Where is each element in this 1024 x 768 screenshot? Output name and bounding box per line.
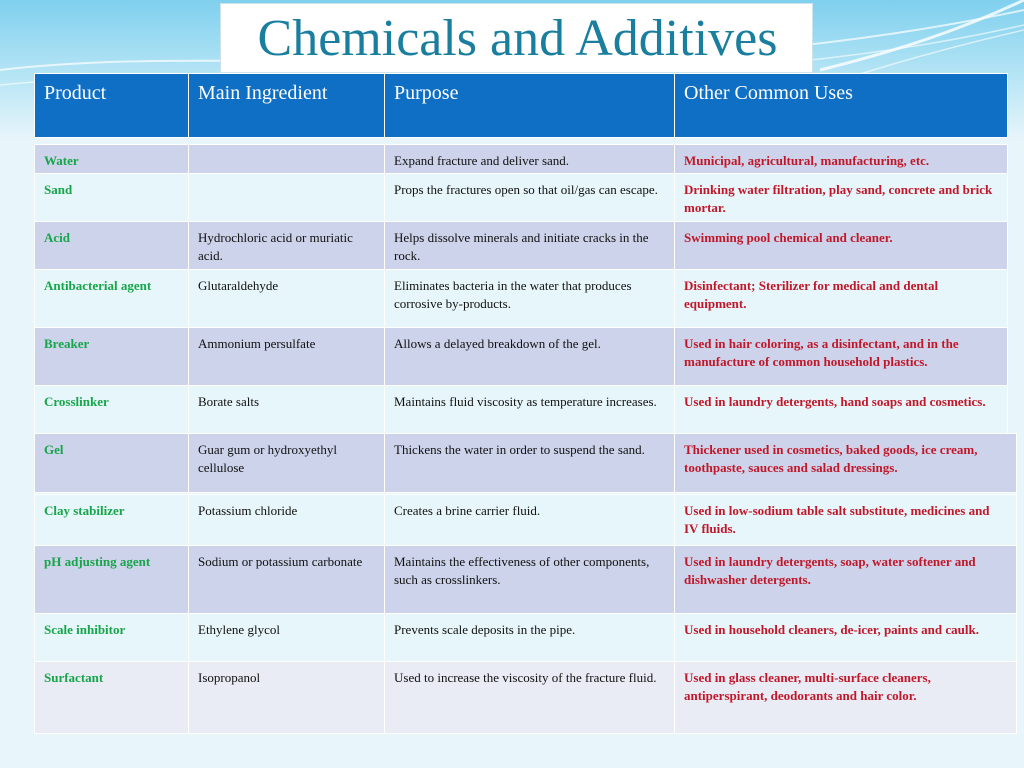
purpose-cell: Maintains the effectiveness of other components, such as crosslinkers. (385, 546, 675, 614)
table-row (35, 546, 1017, 614)
purpose-cell: Creates a brine carrier fluid. (385, 495, 675, 546)
product-cell: Acid (35, 222, 189, 270)
purpose-cell: Expand fracture and deliver sand. (385, 145, 675, 174)
table-row (35, 145, 1008, 174)
additives-table-part-2 (34, 433, 1017, 493)
purpose-cell: Helps dissolve minerals and initiate cracks in the rock. (385, 222, 675, 270)
header-product: Product (35, 74, 189, 138)
product-cell: Breaker (35, 328, 189, 386)
product-cell: Crosslinker (35, 386, 189, 434)
uses-cell: Drinking water filtration, play sand, concrete and brick mortar. (675, 174, 1008, 222)
table-row (35, 328, 1008, 386)
header-purpose: Purpose (385, 74, 675, 138)
table-row (35, 434, 1017, 493)
header-main-ingredient: Main Ingredient (189, 74, 385, 138)
purpose-cell: Prevents scale deposits in the pipe. (385, 614, 675, 662)
ingredient-cell: Ethylene glycol (189, 614, 385, 662)
additives-table-part-3 (34, 494, 1017, 734)
ingredient-cell: Isopropanol (189, 662, 385, 734)
title-box (220, 3, 813, 73)
product-cell: Sand (35, 174, 189, 222)
uses-cell: Thickener used in cosmetics, baked goods, ice cream, toothpaste, sauces and salad dressings. (675, 434, 1017, 493)
table-row (35, 662, 1017, 734)
uses-cell: Used in low-sodium table salt substitute, medicines and IV fluids. (675, 495, 1017, 546)
table-row (35, 614, 1017, 662)
ingredient-cell: Ammonium persulfate (189, 328, 385, 386)
table-row (35, 386, 1008, 434)
purpose-cell: Eliminates bacteria in the water that produces corrosive by-products. (385, 270, 675, 328)
ingredient-cell: Sodium or potassium carbonate (189, 546, 385, 614)
product-cell: Water (35, 145, 189, 174)
product-cell: Scale inhibitor (35, 614, 189, 662)
ingredient-cell: Borate salts (189, 386, 385, 434)
ingredient-cell: Hydrochloric acid or muriatic acid. (189, 222, 385, 270)
header-other-uses: Other Common Uses (675, 74, 1008, 138)
uses-cell: Used in hair coloring, as a disinfectant, and in the manufacture of common household plastics. (675, 328, 1008, 386)
table-row (35, 222, 1008, 270)
purpose-cell: Props the fractures open so that oil/gas can escape. (385, 174, 675, 222)
page-title: Chemicals and Additives (257, 10, 778, 67)
product-cell: pH adjusting agent (35, 546, 189, 614)
uses-cell: Disinfectant; Sterilizer for medical and dental equipment. (675, 270, 1008, 328)
ingredient-cell (189, 174, 385, 222)
product-cell: Clay stabilizer (35, 495, 189, 546)
uses-cell: Swimming pool chemical and cleaner. (675, 222, 1008, 270)
table-row (35, 270, 1008, 328)
purpose-cell: Used to increase the viscosity of the fracture fluid. (385, 662, 675, 734)
purpose-cell: Thickens the water in order to suspend the sand. (385, 434, 675, 493)
table-row (35, 174, 1008, 222)
purpose-cell: Allows a delayed breakdown of the gel. (385, 328, 675, 386)
uses-cell: Used in laundry detergents, soap, water softener and dishwasher detergents. (675, 546, 1017, 614)
uses-cell: Municipal, agricultural, manufacturing, etc. (675, 145, 1008, 174)
product-cell: Surfactant (35, 662, 189, 734)
product-cell: Antibacterial agent (35, 270, 189, 328)
ingredient-cell: Potassium chloride (189, 495, 385, 546)
product-cell: Gel (35, 434, 189, 493)
table-header-row (35, 74, 1008, 138)
ingredient-cell: Guar gum or hydroxyethyl cellulose (189, 434, 385, 493)
additives-table-part-1 (34, 73, 1008, 434)
ingredient-cell (189, 145, 385, 174)
table-row (35, 495, 1017, 546)
ingredient-cell: Glutaraldehyde (189, 270, 385, 328)
uses-cell: Used in household cleaners, de-icer, paints and caulk. (675, 614, 1017, 662)
uses-cell: Used in laundry detergents, hand soaps and cosmetics. (675, 386, 1008, 434)
uses-cell: Used in glass cleaner, multi-surface cleaners, antiperspirant, deodorants and hair color. (675, 662, 1017, 734)
purpose-cell: Maintains fluid viscosity as temperature increases. (385, 386, 675, 434)
